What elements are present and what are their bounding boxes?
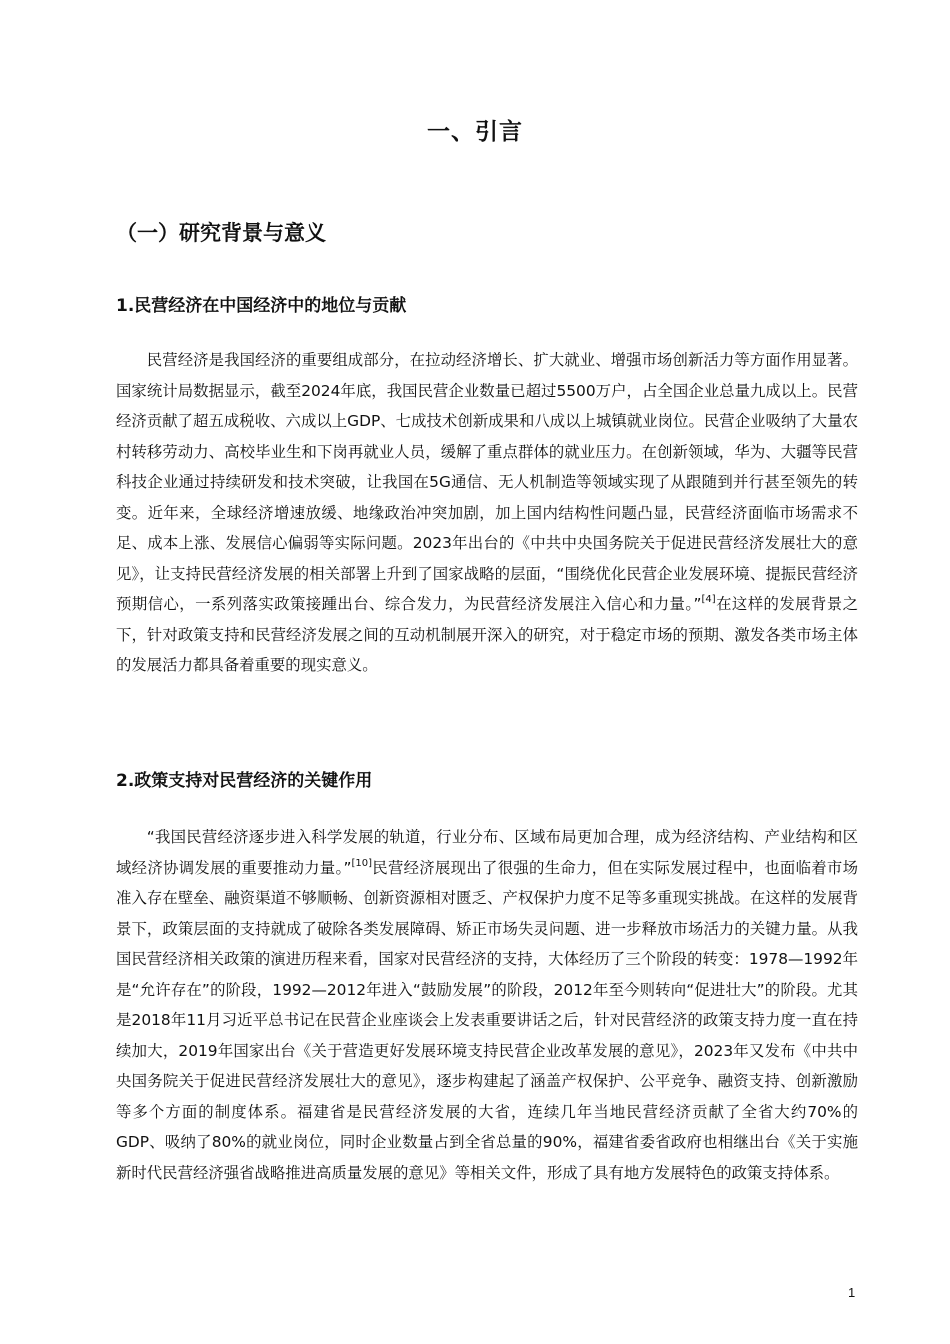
paragraph-2-text: “我国民营经济逐步进入科学发展的轨道，行业分布、区域布局更加合理，成为经济结构、产业结构和区域经济协调发展的重要推动力量。” [116,828,858,877]
subsection-title-2: 2.政策支持对民营经济的关键作用 [116,771,373,791]
citation-ref-4: [4] [701,594,716,605]
section-title: （一）研究背景与意义 [116,221,326,245]
paragraph-1 [116,345,858,681]
subsection-title-1: 1.民营经济在中国经济中的地位与贡献 [116,296,407,316]
paragraph-1-text-cont: 在这样的发展背景之下，针对政策支持和民营经济发展之间的互动机制展开深入的研究，对于稳定市场的预期、激发各类市场主体的发展活力都具备着重要的现实意义。 [116,595,858,674]
page-number: 1 [848,1285,856,1300]
chapter-title: 一、引言 [427,119,523,145]
paragraph-2 [116,822,858,1188]
citation-ref-10: [10] [351,857,372,869]
paragraph-1-text: 民营经济是我国经济的重要组成部分，在拉动经济增长、扩大就业、增强市场创新活力等方面作用显著。国家统计局数据显示，截至2024年底，我国民营企业数量已超过5500万户，占全国企业总量九成以上。民营经济贡献了超五成税收、六成以上GDP、七成技术创新成果和八成以上城镇就业岗位。民营企业吸纳了大量农村转移劳动力、高校毕业生和下岗再就业人员，缓解了重点群体的就业压力。在创新领域，华为、大疆等民营科技企业通过持续研发和技术突破，让我国在5G通信、无人机制造等领域实现了从跟随到并行甚至领先的转变。近年来，全球经济增速放缓、地缘政治冲突加剧，加上国内结构性问题凸显，民营经济面临市场需求不足、成本上涨、发展信心偏弱等实际问题。2023年出台的《中共中央国务院关于促进民营经济发展壮大的意见》，让支持民营经济发展的相关部署上升到了国家战略的层面，“围绕优化民营企业发展环境、提振民营经济预期信心，一系列落实政策接踵出台、综合发力，为民营经济发展注入信心和力量。” [116,351,858,613]
paragraph-2-text-cont: 民营经济展现出了很强的生命力，但在实际发展过程中，也面临着市场准入存在壁垒、融资渠道不够顺畅、创新资源相对匮乏、产权保护力度不足等多重现实挑战。在这样的发展背景下，政策层面的支持就成了破除各类发展障碍、矫正市场失灵问题、进一步释放市场活力的关键力量。从我国民营经济相关政策的演进历程来看，国家对民营经济的支持，大体经历了三个阶段的转变：1978—1992年是“允许存在”的阶段，1992—2012年进入“鼓励发展”的阶段，2012年至今则转向“促进壮大”的阶段。尤其是2018年11月习近平总书记在民营企业座谈会上发表重要讲话之后，针对民营经济的政策支持力度一直在持续加大，2019年国家出台《关于营造更好发展环境支持民营企业改革发展的意见》，2023年又发布《中共中央国务院关于促进民营经济发展壮大的意见》，逐步构建起了涵盖产权保护、公平竞争、融资支持、创新激励等多个方面的制度体系。福建省是民营经济发展的大省，连续几年当地民营经济贡献了全省大约70%的GDP、吸纳了80%的就业岗位，同时企业数量占到全省总量的90%，福建省委省政府也相继出台《关于实施新时代民营经济强省战略推进高质量发展的意见》等相关文件，形成了具有地方发展特色的政策支持体系。 [116,858,858,1182]
